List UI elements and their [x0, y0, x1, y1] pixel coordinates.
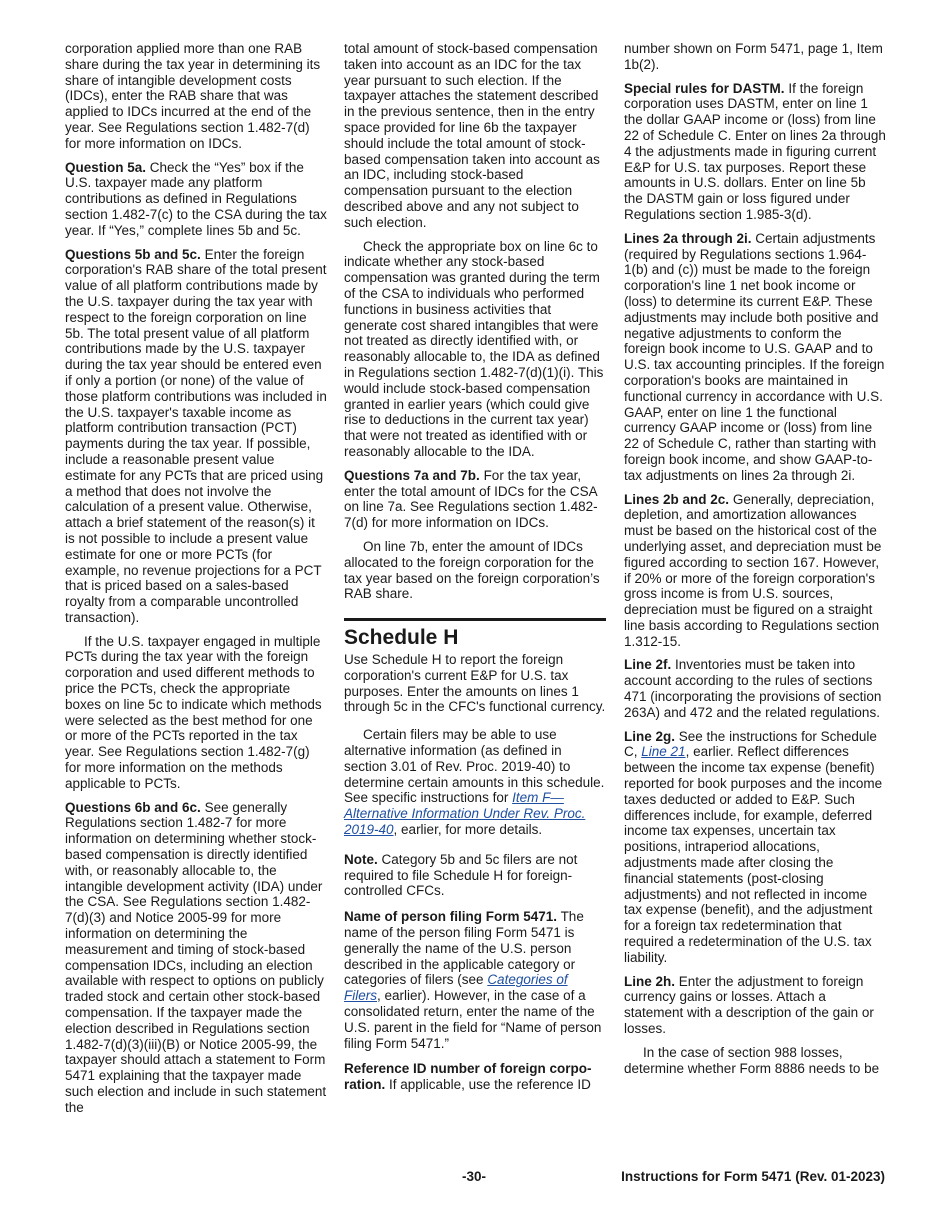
paragraph-multiple-pcts: If the U.S. taxpayer engaged in multiple PCTs during the tax year with the foreign corporation and used different methods to price the PCTs, check the appropriate boxes on line 5c to indicate which methods were selected as the best method for one or more of the PCTs reported in the tax year. See Regulations section 1.482-7(g) for more information on the methods applicable to PCTs.	[65, 633, 322, 791]
heading-lines-2a-2i: Lines 2a through 2i.	[624, 230, 752, 246]
body-line-2h: Enter the adjustment to foreign currency gains or losses. Attach a statement with a description of the gain or losses.	[624, 973, 874, 1037]
heading-line-2h: Line 2h.	[624, 973, 676, 989]
paragraph-line-6c: Check the appropriate box on line 6c to indicate whether any stock-based compensation was granted during the term of the CSA to individuals who performed functions in business activities that generate cost shared intangibles that were not treated as directly identified with, or reasonably allocable to, the IDA as defined in Regulations section 1.482-7(d)(1)(i). This would include stock-based compensation granted in earlier years (which could give rise to deductions in the current tax year) that were not treated as identified with or reasonably allocable to the IDA.	[344, 238, 604, 459]
link-categories-of-filers[interactable]: Categories of Filers	[344, 972, 568, 1004]
paragraph-lines-2b-2c	[624, 492, 886, 650]
body-note: Category 5b and 5c filers are not required to file Schedule H for foreign-controlled CFCs.	[344, 851, 578, 899]
paragraph-reference-id	[344, 1061, 606, 1093]
paragraph-schedule-h-intro: Use Schedule H to report the foreign corporation's current E&P for U.S. tax purposes. Enter the amounts on lines 1 through 5c in the CFC's functional currency.	[344, 652, 606, 715]
body-reference-id: If applicable, use the reference ID	[389, 1077, 591, 1093]
paragraph-alternative-info	[344, 727, 606, 838]
heading-questions-5b-5c: Questions 5b and 5c.	[65, 246, 201, 262]
paragraph-note	[344, 852, 606, 899]
paragraph-dastm	[624, 81, 886, 223]
column-left	[65, 41, 327, 1124]
heading-question-5a: Question 5a.	[65, 159, 147, 175]
body-dastm: If the foreign corporation uses DASTM, enter on line 1 the dollar GAAP income or (loss) from line 22 of Schedule C. Enter on lines 2a through 4 the adjustments made in figuring current E&P for U.S. tax purposes. Report these amounts in U.S. dollars. Enter on line 5b the DASTM gain or loss figured under Regulations section 1.985-3(d).	[624, 80, 886, 222]
paragraph-name-of-person	[344, 909, 606, 1051]
body-questions-6b-6c: See generally Regulations section 1.482-7 for more information on determining whether stock-based compensation is directly identified with, or reasonably allocable to, the intangible development activity (IDA) under the CSA. See Regulations section 1.482-7(d)(3) and Notice 2005-99 for more information on determining the measurement and timing of stock-based compensation IDCs, including an election available with respect to options on publicly traded stock and certain other stock-based compensation. If the taxpayer made the election described in Regulations section 1.482-7(d)(3)(iii)(B) or Notice 2005-99, the taxpayer should attach a statement to Form 5471 explaining that the taxpayer made such election and include in such statement the	[65, 799, 327, 1115]
schedule-h-title: Schedule H	[344, 626, 459, 650]
body-line-2f: Inventories must be taken into account according to the rules of sections 471 (incorporating the provisions of section 263A) and 472 and the related regulations.	[624, 657, 882, 720]
schedule-h-section	[344, 618, 606, 1093]
paragraph-line-2f	[624, 657, 886, 720]
text-alternative-info-pre: Certain filers may be able to use alternative information (as defined in section 3.01 of Rev. Proc. 2019-40) to determine certain amounts in this schedule. See specific instructions for	[344, 727, 605, 806]
paragraph-questions-7a-7b	[344, 468, 606, 531]
heading-note: Note.	[344, 851, 378, 867]
body-questions-5b-5c: Enter the foreign corporation's RAB share of the total present value of all platform contributions made by the U.S. taxpayer during the tax year with respect to the foreign corporation on line 5b. The total present value of all platform contributions made by the U.S. taxpayer during the tax year should be entered even if only a portion (or none) of the value of those platform contributions was included in the U.S. taxpayer's taxable income as platform contribution transaction (PCT) payments during the tax year. If possible, include a reasonable present value estimate for any PCTs that are priced using a method that does not involve the calculation of a present value. Otherwise, attach a brief statement of the reason(s) it is not possible to include a present value estimate for one or more PCTs (for example, no revenue projections for a PCT that is priced based on a sales-based royalty from a comparable uncontrolled transaction).	[65, 246, 327, 625]
heading-line-2g: Line 2g.	[624, 728, 676, 744]
paragraph-line-2g	[624, 729, 886, 966]
paragraph-number-shown: number shown on Form 5471, page 1, Item 1b(2).	[624, 41, 883, 72]
body-question-5a: Check the “Yes” box if the U.S. taxpayer made any platform contributions as defined in Regulations section 1.482-7(c) to the CSA during the tax year. If “Yes,” complete lines 5b and 5c.	[65, 159, 327, 238]
link-item-f-alternative-information[interactable]: Item F—Alternative Information Under Rev. Proc. 2019-40	[344, 790, 586, 838]
heading-dastm: Special rules for DASTM.	[624, 80, 785, 96]
body-lines-2b-2c: Generally, depreciation, depletion, and amortization allowances must be based on the historical cost of the underlying asset, and depreciation must be figured according to section 167. However, if 20% or more of the foreign corporation's gross income is from U.S. sources, depreciation must be figured on a straight line basis according to Regulations section 1.312-15.	[624, 491, 882, 649]
paragraph-questions-5b-5c	[65, 247, 327, 626]
text-alternative-info-post: , earlier, for more details.	[393, 822, 543, 838]
text-name-of-person-post: , earlier). However, in the case of a consolidated return, enter the name of the U.S. parent in the field for “Name of person filing Form 5471.”	[344, 988, 602, 1051]
heading-questions-6b-6c: Questions 6b and 6c.	[65, 799, 201, 815]
paragraph-section-988: In the case of section 988 losses, determine whether Form 8886 needs to be	[624, 1044, 880, 1076]
heading-lines-2b-2c: Lines 2b and 2c.	[624, 491, 730, 507]
body-lines-2a-2i: Certain adjustments (required by Regulations sections 1.964-1(b) and (c)) must be made to the foreign corporation's line 1 net book income or (loss) to determine its current E&P. These adjustments may include both positive and negative adjustments to conform the foreign book income to U.S. GAAP and to U.S. tax accounting principles. If the foreign corporation's books are maintained in functional currency in accordance with U.S. GAAP, enter on line 1 the functional currency GAAP income or (loss) from line 22 of Schedule C, rather than starting with foreign book income, and show GAAP-to-tax adjustments on lines 2a through 2i.	[624, 230, 885, 483]
text-name-of-person-pre: The name of the person filing Form 5471 is generally the name of the U.S. person described in the applicable category or categories of filers (see	[344, 909, 584, 988]
column-right	[624, 41, 886, 1084]
text-line-2g-pre: See the instructions for Schedule C,	[624, 728, 877, 760]
page-number: -30-	[462, 1169, 487, 1184]
heading-reference-id: Reference ID number of foreign corpo-ration.	[344, 1061, 592, 1093]
paragraph-line-2h	[624, 974, 886, 1037]
paragraph-question-5a	[65, 160, 327, 239]
body-questions-7a-7b: For the tax year, enter the total amount of IDCs for the CSA on line 7a. See Regulations section 1.482-7(d) for more information on IDCs.	[344, 467, 598, 531]
heading-name-of-person: Name of person filing Form 5471.	[344, 909, 558, 925]
paragraph-questions-6b-6c	[65, 800, 327, 1116]
text-line-2g-post: , earlier. Reflect differences between the income tax expense (benefit) reported for book purposes and the income taxes deducted or added to E&P. Such differences include, for example, deferred income tax expenses, uncertain tax positions, intraperiod allocations, adjustments made after closing the financial statements (post-closing adjustments) and not reflected in income tax expense (benefit), and the adjustment for a foreign tax redetermination that required a redetermination of the U.S. tax liability.	[624, 744, 883, 965]
paragraph-stock-comp-election: total amount of stock-based compensation taken into account as an IDC for the tax year pursuant to such election. If the taxpayer attaches the statement described in the previous sentence, then in the entry space provided for line 6b the taxpayer should include the total amount of stock-based compensation taken into account as an IDC, including stock-based compensation pursuant to the election described above and any not subject to such election.	[344, 41, 600, 230]
form-title: Instructions for Form 5471 (Rev. 01-2023)	[621, 1169, 885, 1184]
paragraph-lines-2a-2i	[624, 231, 886, 484]
heading-line-2f: Line 2f.	[624, 657, 672, 673]
heading-questions-7a-7b: Questions 7a and 7b.	[344, 467, 480, 483]
paragraph-line-7b: On line 7b, enter the amount of IDCs allocated to the foreign corporation for the tax year based on the foreign corporation’s RAB share.	[344, 538, 600, 602]
column-middle	[344, 41, 606, 1101]
paragraph-rab-share: corporation applied more than one RAB share during the tax year in determining its share of intangible development costs (IDCs), enter the RAB share that was applied to IDCs incurred at the end of the year. See Regulations section 1.482-7(d) for more information on IDCs.	[65, 41, 321, 151]
link-line-21[interactable]: Line 21	[641, 744, 686, 760]
